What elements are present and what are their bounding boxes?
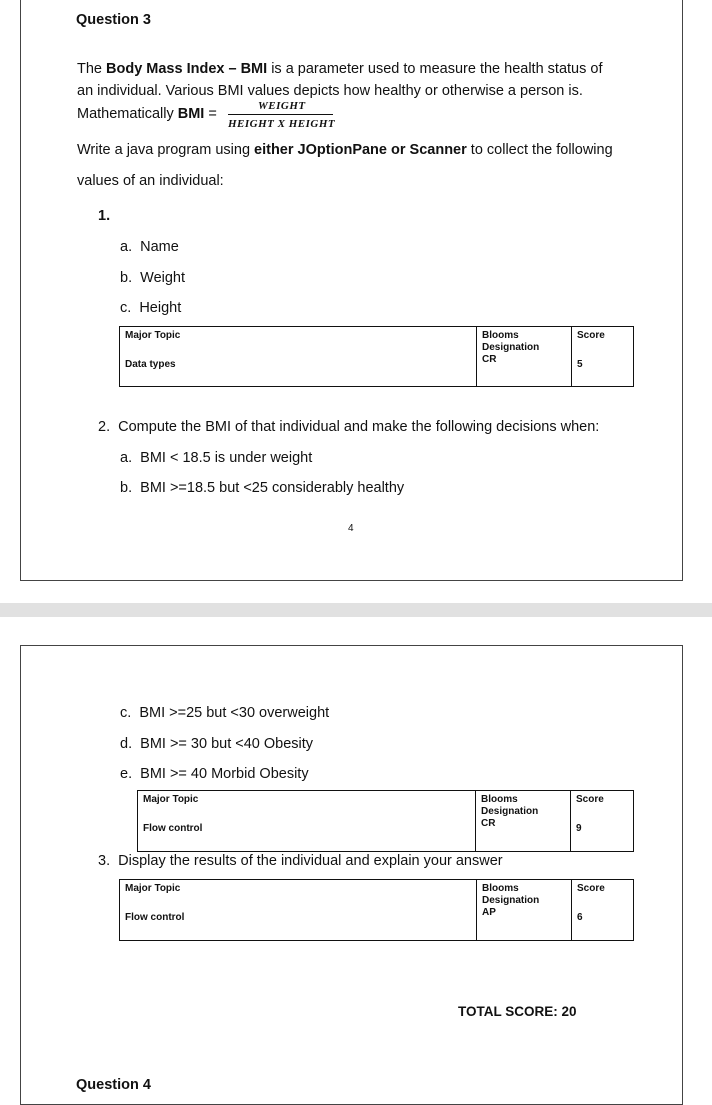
designation-header: Designation bbox=[481, 806, 539, 817]
designation-header: Designation bbox=[482, 342, 540, 353]
fraction-bar bbox=[228, 114, 333, 115]
blooms-value: CR bbox=[482, 354, 497, 365]
item-3: 3. Display the results of the individual and explain your answer bbox=[98, 853, 503, 869]
blooms-value: CR bbox=[481, 818, 496, 829]
next-question-heading: Question 4 bbox=[76, 1077, 151, 1093]
score-value: 9 bbox=[576, 823, 582, 834]
item-2d: d. BMI >= 30 but <40 Obesity bbox=[120, 736, 314, 752]
text-run: is a parameter used to measure the health status of bbox=[267, 61, 603, 77]
page-number: 4 bbox=[348, 523, 354, 534]
blooms-value: AP bbox=[482, 907, 496, 918]
blooms-cell bbox=[477, 880, 572, 941]
input-method: either JOptionPane or Scanner bbox=[254, 142, 467, 158]
paragraph-line-1 bbox=[77, 61, 602, 77]
topic-value: Flow control bbox=[125, 912, 185, 923]
formula-denominator: HEIGHT X HEIGHT bbox=[228, 118, 336, 130]
item-2a: a. BMI < 18.5 is under weight bbox=[120, 450, 313, 466]
topic-header: Major Topic bbox=[143, 794, 199, 805]
paragraph-line-4 bbox=[77, 142, 613, 158]
blooms-header: Blooms bbox=[481, 794, 518, 805]
score-value: 6 bbox=[577, 912, 583, 923]
rubric-table-1 bbox=[119, 326, 634, 387]
topic-header: Major Topic bbox=[125, 883, 181, 894]
rubric-table-2 bbox=[137, 790, 634, 852]
score-cell bbox=[571, 791, 634, 852]
score-header: Score bbox=[576, 794, 604, 805]
blooms-cell bbox=[476, 791, 571, 852]
topic-header: Major Topic bbox=[125, 330, 181, 341]
bmi-label: BMI bbox=[177, 106, 205, 122]
rubric-table-3 bbox=[119, 879, 634, 941]
topic-cell bbox=[120, 327, 477, 387]
score-cell bbox=[572, 880, 634, 941]
paragraph-line-3 bbox=[77, 106, 217, 122]
text-run: to collect the following bbox=[466, 142, 613, 158]
text-run: Write a java program using bbox=[77, 142, 255, 158]
score-value: 5 bbox=[577, 359, 583, 370]
text-run: = bbox=[204, 106, 217, 122]
score-cell bbox=[572, 327, 634, 387]
item-2b: b. BMI >=18.5 but <25 considerably healthy bbox=[120, 480, 405, 496]
item-1a: a. Name bbox=[120, 239, 179, 255]
topic-cell bbox=[138, 791, 476, 852]
topic-value: Data types bbox=[125, 359, 176, 370]
page-gap bbox=[0, 603, 712, 617]
blooms-header: Blooms bbox=[482, 883, 519, 894]
paragraph-line-5: values of an individual: bbox=[77, 173, 224, 189]
score-header: Score bbox=[577, 330, 605, 341]
score-header: Score bbox=[577, 883, 605, 894]
designation-header: Designation bbox=[482, 895, 540, 906]
item-1-number: 1. bbox=[98, 208, 111, 224]
bmi-term: Body Mass Index – BMI bbox=[106, 61, 268, 77]
question-heading: Question 3 bbox=[76, 12, 151, 28]
item-1b: b. Weight bbox=[120, 270, 186, 286]
blooms-cell bbox=[477, 327, 572, 387]
text-run: Mathematically bbox=[77, 106, 178, 122]
formula-numerator: WEIGHT bbox=[258, 100, 306, 112]
item-2: 2. Compute the BMI of that individual and make the following decisions when: bbox=[98, 419, 600, 435]
total-score: TOTAL SCORE: 20 bbox=[458, 1004, 577, 1019]
text-run: The bbox=[77, 61, 107, 77]
paragraph-line-2: an individual. Various BMI values depicts how healthy or otherwise a person is. bbox=[77, 83, 583, 99]
item-2e: e. BMI >= 40 Morbid Obesity bbox=[120, 766, 309, 782]
item-2c: c. BMI >=25 but <30 overweight bbox=[120, 705, 330, 721]
blooms-header: Blooms bbox=[482, 330, 519, 341]
topic-cell bbox=[120, 880, 477, 941]
item-1c: c. Height bbox=[120, 300, 182, 316]
topic-value: Flow control bbox=[143, 823, 203, 834]
